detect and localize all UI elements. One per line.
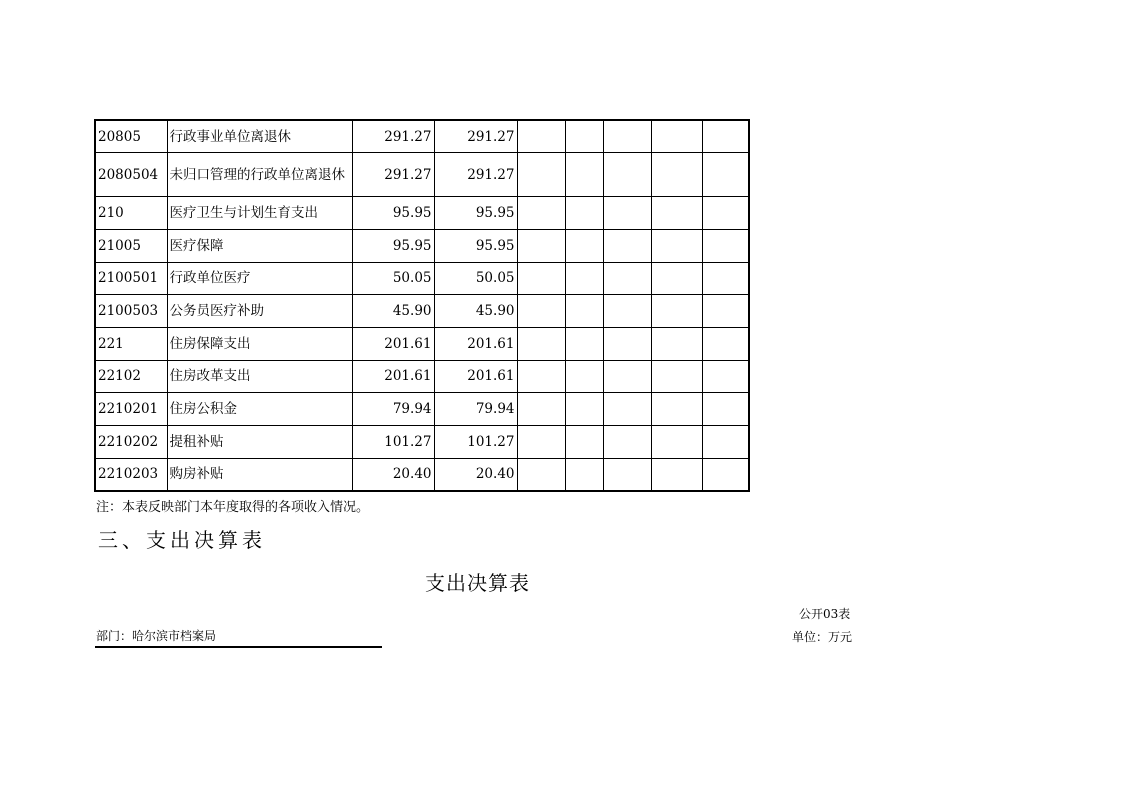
subject-name-cell: 住房改革支出 — [167, 360, 352, 393]
subject-name-cell: 行政单位医疗 — [167, 262, 352, 295]
table-row — [95, 426, 749, 459]
empty-cell — [603, 120, 651, 153]
empty-cell — [651, 197, 702, 230]
department-label: 部门：哈尔滨市档案局 — [96, 629, 217, 643]
empty-cell — [651, 120, 702, 153]
subject-code-cell: 22102 — [95, 360, 167, 393]
fiscal-amount-cell: 95.95 — [434, 229, 517, 262]
table-row — [95, 360, 749, 393]
fiscal-amount-cell: 50.05 — [434, 262, 517, 295]
fiscal-amount-cell: 101.27 — [434, 426, 517, 459]
subject-name-cell: 购房补贴 — [167, 458, 352, 491]
fiscal-amount-cell: 95.95 — [434, 197, 517, 230]
empty-cell — [651, 360, 702, 393]
table-note: 注：本表反映部门本年度取得的各项收入情况。 — [96, 500, 370, 515]
empty-cell — [702, 229, 749, 262]
empty-cell — [565, 197, 603, 230]
empty-cell — [702, 197, 749, 230]
total-amount-cell: 45.90 — [352, 295, 434, 328]
subject-name-cell: 医疗保障 — [167, 229, 352, 262]
form-number: 公开03表 — [799, 607, 851, 621]
subject-name-cell: 未归口管理的行政单位离退休 — [167, 153, 352, 197]
empty-cell — [565, 153, 603, 197]
empty-cell — [702, 393, 749, 426]
subject-name-cell: 提租补贴 — [167, 426, 352, 459]
empty-cell — [702, 153, 749, 197]
empty-cell — [517, 153, 565, 197]
empty-cell — [603, 153, 651, 197]
empty-cell — [517, 295, 565, 328]
total-amount-cell: 95.95 — [352, 229, 434, 262]
empty-cell — [603, 393, 651, 426]
subject-code-cell: 20805 — [95, 120, 167, 153]
subject-code-cell: 2100501 — [95, 262, 167, 295]
income-table — [94, 119, 750, 492]
subject-name-cell: 医疗卫生与计划生育支出 — [167, 197, 352, 230]
total-amount-cell: 291.27 — [352, 120, 434, 153]
empty-cell — [651, 426, 702, 459]
unit-label: 单位：万元 — [792, 630, 853, 644]
empty-cell — [702, 262, 749, 295]
fiscal-amount-cell: 291.27 — [434, 120, 517, 153]
subject-code-cell: 2210201 — [95, 393, 167, 426]
empty-cell — [702, 120, 749, 153]
empty-cell — [565, 120, 603, 153]
table-row — [95, 153, 749, 197]
fiscal-amount-cell: 201.61 — [434, 360, 517, 393]
subject-code-cell: 21005 — [95, 229, 167, 262]
income-table-body — [95, 120, 749, 491]
empty-cell — [517, 262, 565, 295]
empty-cell — [603, 295, 651, 328]
empty-cell — [702, 458, 749, 491]
income-table-container — [94, 119, 750, 492]
empty-cell — [565, 393, 603, 426]
empty-cell — [651, 393, 702, 426]
table-row — [95, 393, 749, 426]
empty-cell — [702, 426, 749, 459]
empty-cell — [517, 197, 565, 230]
empty-cell — [517, 120, 565, 153]
subject-code-cell: 2100503 — [95, 295, 167, 328]
total-amount-cell: 101.27 — [352, 426, 434, 459]
empty-cell — [702, 360, 749, 393]
fiscal-amount-cell: 79.94 — [434, 393, 517, 426]
empty-cell — [651, 327, 702, 360]
empty-cell — [702, 327, 749, 360]
fiscal-amount-cell: 20.40 — [434, 458, 517, 491]
empty-cell — [603, 360, 651, 393]
empty-cell — [651, 153, 702, 197]
empty-cell — [603, 426, 651, 459]
table-row — [95, 327, 749, 360]
empty-cell — [565, 458, 603, 491]
section-heading: 三、支出决算表 — [98, 528, 266, 552]
empty-cell — [565, 360, 603, 393]
empty-cell — [517, 393, 565, 426]
total-amount-cell: 20.40 — [352, 458, 434, 491]
empty-cell — [603, 327, 651, 360]
subject-code-cell: 2210203 — [95, 458, 167, 491]
empty-cell — [651, 262, 702, 295]
empty-cell — [603, 229, 651, 262]
empty-cell — [603, 197, 651, 230]
total-amount-cell: 50.05 — [352, 262, 434, 295]
total-amount-cell: 291.27 — [352, 153, 434, 197]
empty-cell — [565, 426, 603, 459]
empty-cell — [517, 458, 565, 491]
empty-cell — [517, 327, 565, 360]
subject-name-cell: 公务员医疗补助 — [167, 295, 352, 328]
empty-cell — [565, 295, 603, 328]
empty-cell — [517, 426, 565, 459]
empty-cell — [702, 295, 749, 328]
empty-cell — [517, 360, 565, 393]
total-amount-cell: 79.94 — [352, 393, 434, 426]
total-amount-cell: 201.61 — [352, 360, 434, 393]
table-row — [95, 197, 749, 230]
table-row — [95, 229, 749, 262]
fiscal-amount-cell: 201.61 — [434, 327, 517, 360]
fiscal-amount-cell: 291.27 — [434, 153, 517, 197]
empty-cell — [651, 458, 702, 491]
table-row — [95, 295, 749, 328]
subject-code-cell: 210 — [95, 197, 167, 230]
fiscal-amount-cell: 45.90 — [434, 295, 517, 328]
empty-cell — [651, 295, 702, 328]
empty-cell — [603, 458, 651, 491]
empty-cell — [651, 229, 702, 262]
empty-cell — [565, 262, 603, 295]
subject-code-cell: 2080504 — [95, 153, 167, 197]
total-amount-cell: 201.61 — [352, 327, 434, 360]
subject-code-cell: 221 — [95, 327, 167, 360]
department-underline — [95, 646, 382, 648]
subject-name-cell: 行政事业单位离退休 — [167, 120, 352, 153]
total-amount-cell: 95.95 — [352, 197, 434, 230]
empty-cell — [565, 229, 603, 262]
document-title: 支出决算表 — [425, 571, 530, 595]
table-row — [95, 262, 749, 295]
empty-cell — [517, 229, 565, 262]
subject-name-cell: 住房公积金 — [167, 393, 352, 426]
subject-name-cell: 住房保障支出 — [167, 327, 352, 360]
table-row — [95, 120, 749, 153]
subject-code-cell: 2210202 — [95, 426, 167, 459]
table-row — [95, 458, 749, 491]
empty-cell — [603, 262, 651, 295]
empty-cell — [565, 327, 603, 360]
